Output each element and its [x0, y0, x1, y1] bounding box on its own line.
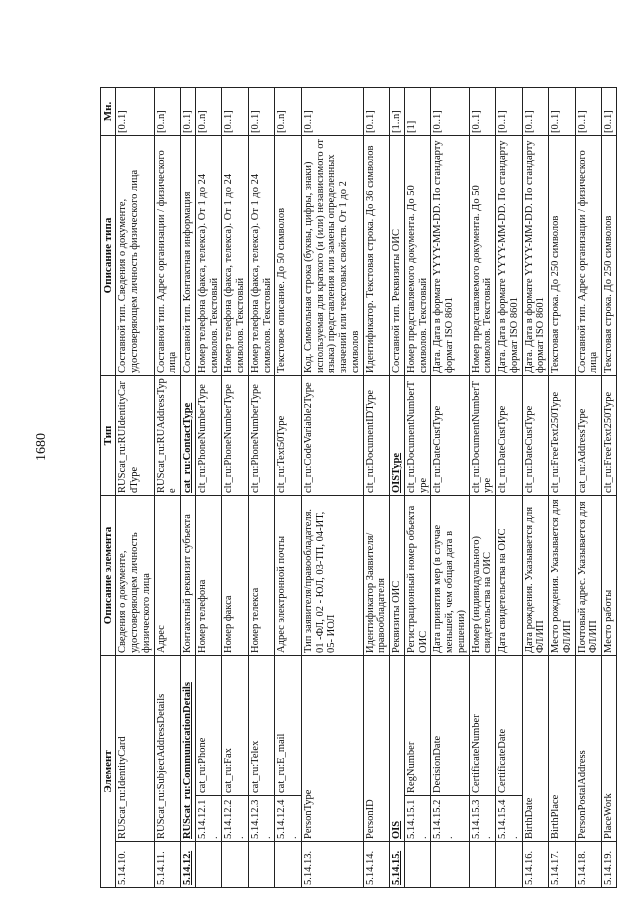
table-row — [363, 87, 390, 887]
element-description: Адрес электронной почты — [275, 495, 302, 655]
multiplicity: [0..1] — [575, 87, 602, 135]
element-name: BirthDate — [522, 655, 549, 841]
row-number-empty — [496, 842, 523, 888]
header-description: Описание элемента — [101, 495, 116, 655]
table-row — [522, 87, 549, 887]
element-description: Место работы — [602, 495, 617, 655]
table-row — [549, 87, 576, 887]
element-description: Номер факса — [222, 495, 249, 655]
element-name: DecisionDate — [431, 655, 469, 795]
row-number-empty — [275, 842, 302, 888]
element-description: Дата рождения. Указывается для ФЛ/ИП — [522, 495, 549, 655]
element-name: RUScat_ru:SubjectAddressDetails — [154, 655, 181, 841]
header-element: Элемент — [101, 655, 116, 887]
element-description: Почтовый адрес. Указывается для ФЛ/ИП — [575, 495, 602, 655]
type-description: Код. Символьная строка (буквы, цифры, знаки) используемая для краткого (и (или) независимого от языка) представления или замены определенных значений или текстовых свойств. От 1 до 2 символов — [301, 135, 363, 375]
table-row — [602, 87, 617, 887]
row-number: 5.14.12. — [181, 842, 196, 888]
element-type: clt_ru:CodeVariable2Type — [301, 375, 363, 495]
type-description: Идентификатор. Текстовая строка. До 36 символов — [363, 135, 390, 375]
row-number-empty — [222, 842, 249, 888]
element-type: clt_ru:DocumentNumberType — [404, 375, 431, 495]
header-type: Тип — [101, 375, 116, 495]
type-description: Текстовая строка. До 250 символов — [602, 135, 617, 375]
table-row — [390, 87, 405, 887]
row-number: 5.14.10. — [116, 842, 154, 888]
table-row — [195, 87, 222, 887]
element-type: clt_ru:DocumentNumberType — [469, 375, 496, 495]
type-description: Номер телефона (факса, телекса). От 1 до 24 символов. Текстовый — [195, 135, 222, 375]
element-type: clt_ru:FreeText250Type — [549, 375, 576, 495]
table-header-row — [101, 87, 116, 887]
element-type: clt_ru:Text50Type — [275, 375, 302, 495]
header-multiplicity: Мн. — [101, 87, 116, 135]
multiplicity: [0..1] — [522, 87, 549, 135]
element-description: Место рождения. Указывается для ФЛ/ИП — [549, 495, 576, 655]
element-type: clt_ru:DateCustType — [496, 375, 523, 495]
element-name: cat_ru:E_mail — [275, 655, 302, 795]
row-number-empty — [431, 842, 469, 888]
table-row — [404, 87, 431, 887]
table-row — [301, 87, 363, 887]
multiplicity: [0..1] — [116, 87, 154, 135]
row-number: 5.14.17. — [549, 842, 576, 888]
multiplicity: [1..n] — [390, 87, 405, 135]
element-type: clt_ru:PhoneNumberType — [248, 375, 275, 495]
multiplicity: [0..1] — [181, 87, 196, 135]
element-name: RUScat_ru:CommunicationDetails — [181, 655, 196, 841]
element-description: Сведения о документе, удостоверяющем личность физического лица — [116, 495, 154, 655]
multiplicity: [0..1] — [496, 87, 523, 135]
row-number: 5.14.16. — [522, 842, 549, 888]
element-type: clt_ru:PhoneNumberType — [195, 375, 222, 495]
element-description: Дата принятия мер (в случае меньшей, чем общая дата в решении) — [431, 495, 469, 655]
table-row — [431, 87, 469, 887]
table-row — [469, 87, 496, 887]
table-row — [575, 87, 602, 887]
sub-number: 5.14.12.1. — [195, 796, 222, 842]
element-name: RegNumber — [404, 655, 431, 795]
element-name: PersonType — [301, 655, 363, 841]
multiplicity: [0..1] — [301, 87, 363, 135]
type-description: Текстовое описание. До 50 символов — [275, 135, 302, 375]
row-number: 5.14.13. — [301, 842, 363, 888]
sub-number: 5.14.15.2. — [431, 796, 469, 842]
sub-number: 5.14.15.3. — [469, 796, 496, 842]
row-number: 5.14.19. — [602, 842, 617, 888]
row-number-empty — [195, 842, 222, 888]
element-name: cat_ru:Fax — [222, 655, 249, 795]
element-type: RUScat_ru:RUIdentityCardType — [116, 375, 154, 495]
element-name: CertificateDate — [496, 655, 523, 795]
type-description: Номер представляемого документа. До 50 символов. Текстовый — [469, 135, 496, 375]
multiplicity: [0..1] — [549, 87, 576, 135]
table-row — [275, 87, 302, 887]
element-type: clt_ru:FreeText250Type — [602, 375, 617, 495]
element-description: Номер телефона — [195, 495, 222, 655]
sub-number: 5.14.15.4. — [496, 796, 523, 842]
multiplicity: [0..n] — [275, 87, 302, 135]
element-description: Идентификатор Заявителя/правообладателя — [363, 495, 390, 655]
element-description: Регистрационный номер объекта ОИС — [404, 495, 431, 655]
type-description: Составной тип. Адрес организации / физического лица — [154, 135, 181, 375]
element-description: Реквизиты ОИС — [390, 495, 405, 655]
table-row — [154, 87, 181, 887]
table-row — [496, 87, 523, 887]
element-type: clt_ru:PhoneNumberType — [222, 375, 249, 495]
multiplicity: [0..1] — [469, 87, 496, 135]
multiplicity: [0..1] — [222, 87, 249, 135]
sub-number: 5.14.15.1. — [404, 796, 431, 842]
type-description: Составной тип. Сведения о документе, удостоверяющем личность физического лица — [116, 135, 154, 375]
type-description: Составной тип. Реквизиты ОИС — [390, 135, 405, 375]
element-name: PlaceWork — [602, 655, 617, 841]
element-description: Номер (индивидуального) свидетельства на ОИС — [469, 495, 496, 655]
table-row — [248, 87, 275, 887]
element-type: clt_ru:DocumentIDType — [363, 375, 390, 495]
multiplicity: [1] — [404, 87, 431, 135]
header-type-description: Описание типа — [101, 135, 116, 375]
element-description: Адрес — [154, 495, 181, 655]
sub-number: 5.14.12.4. — [275, 796, 302, 842]
type-description: Составной тип. Контактная информация — [181, 135, 196, 375]
element-description: Контактный реквизит субъекта — [181, 495, 196, 655]
table-row — [181, 87, 196, 887]
row-number: 5.14.18. — [575, 842, 602, 888]
type-description: Номер представляемого документа. До 50 символов. Текстовый — [404, 135, 431, 375]
element-name: cat_ru:Telex — [248, 655, 275, 795]
sub-number: 5.14.12.2. — [222, 796, 249, 842]
element-description: Тип заявителя/правообладателя. 01 -ФЛ, 02 - ЮЛ, 03-ТП, 04-ИТ, 05- ИОЛ — [301, 495, 363, 655]
multiplicity: [0..1] — [248, 87, 275, 135]
row-number-empty — [248, 842, 275, 888]
type-description: Дата. Дата в формате YYYY-MM-DD. По стандарту формат ISO 8601 — [522, 135, 549, 375]
multiplicity: [0..1] — [431, 87, 469, 135]
element-type: cat_ru:ContactType — [181, 375, 196, 495]
type-description: Дата. Дата в формате YYYY-MM-DD. По стандарту формат ISO 8601 — [496, 135, 523, 375]
multiplicity: [0..n] — [195, 87, 222, 135]
row-number-empty — [469, 842, 496, 888]
element-type: RUScat_ru:RUAddressType — [154, 375, 181, 495]
row-number-empty — [404, 842, 431, 888]
element-name: RUScat_ru:IdentityCard — [116, 655, 154, 841]
element-name: PersonPostalAddress — [575, 655, 602, 841]
element-description: Номер телекса — [248, 495, 275, 655]
page-number: 1680 — [34, 433, 49, 461]
table-row — [116, 87, 154, 887]
element-name: OIS — [390, 655, 405, 841]
type-description: Номер телефона (факса, телекса). От 1 до 24 символов. Текстовый — [222, 135, 249, 375]
element-name: CertificateNumber — [469, 655, 496, 795]
row-number: 5.14.14. — [363, 842, 390, 888]
type-description: Составной тип. Адрес организации / физического лица — [575, 135, 602, 375]
table-row — [222, 87, 249, 887]
element-name: BirthPlace — [549, 655, 576, 841]
element-type: OISType — [390, 375, 405, 495]
element-type: clt_ru:DateCustType — [431, 375, 469, 495]
element-name: cat_ru:Phone — [195, 655, 222, 795]
row-number: 5.14.11. — [154, 842, 181, 888]
sub-number: 5.14.12.3. — [248, 796, 275, 842]
type-description: Номер телефона (факса, телекса). От 1 до 24 символов. Текстовый — [248, 135, 275, 375]
element-description: Дата свидетельства на ОИС — [496, 495, 523, 655]
row-number: 5.14.15. — [390, 842, 405, 888]
multiplicity: [0..1] — [602, 87, 617, 135]
element-type: clt_ru:DateCustType — [522, 375, 549, 495]
rotated-table-content — [100, 88, 615, 888]
rotated-table-frame — [100, 88, 615, 888]
element-type: cat_ru:AddressType — [575, 375, 602, 495]
element-name: PersonID — [363, 655, 390, 841]
multiplicity: [0..n] — [154, 87, 181, 135]
type-description: Дата. Дата в формате YYYY-MM-DD. По стандарту формат ISO 8601 — [431, 135, 469, 375]
spec-table — [100, 87, 617, 888]
multiplicity: [0..1] — [363, 87, 390, 135]
type-description: Текстовая строка. До 250 символов — [549, 135, 576, 375]
